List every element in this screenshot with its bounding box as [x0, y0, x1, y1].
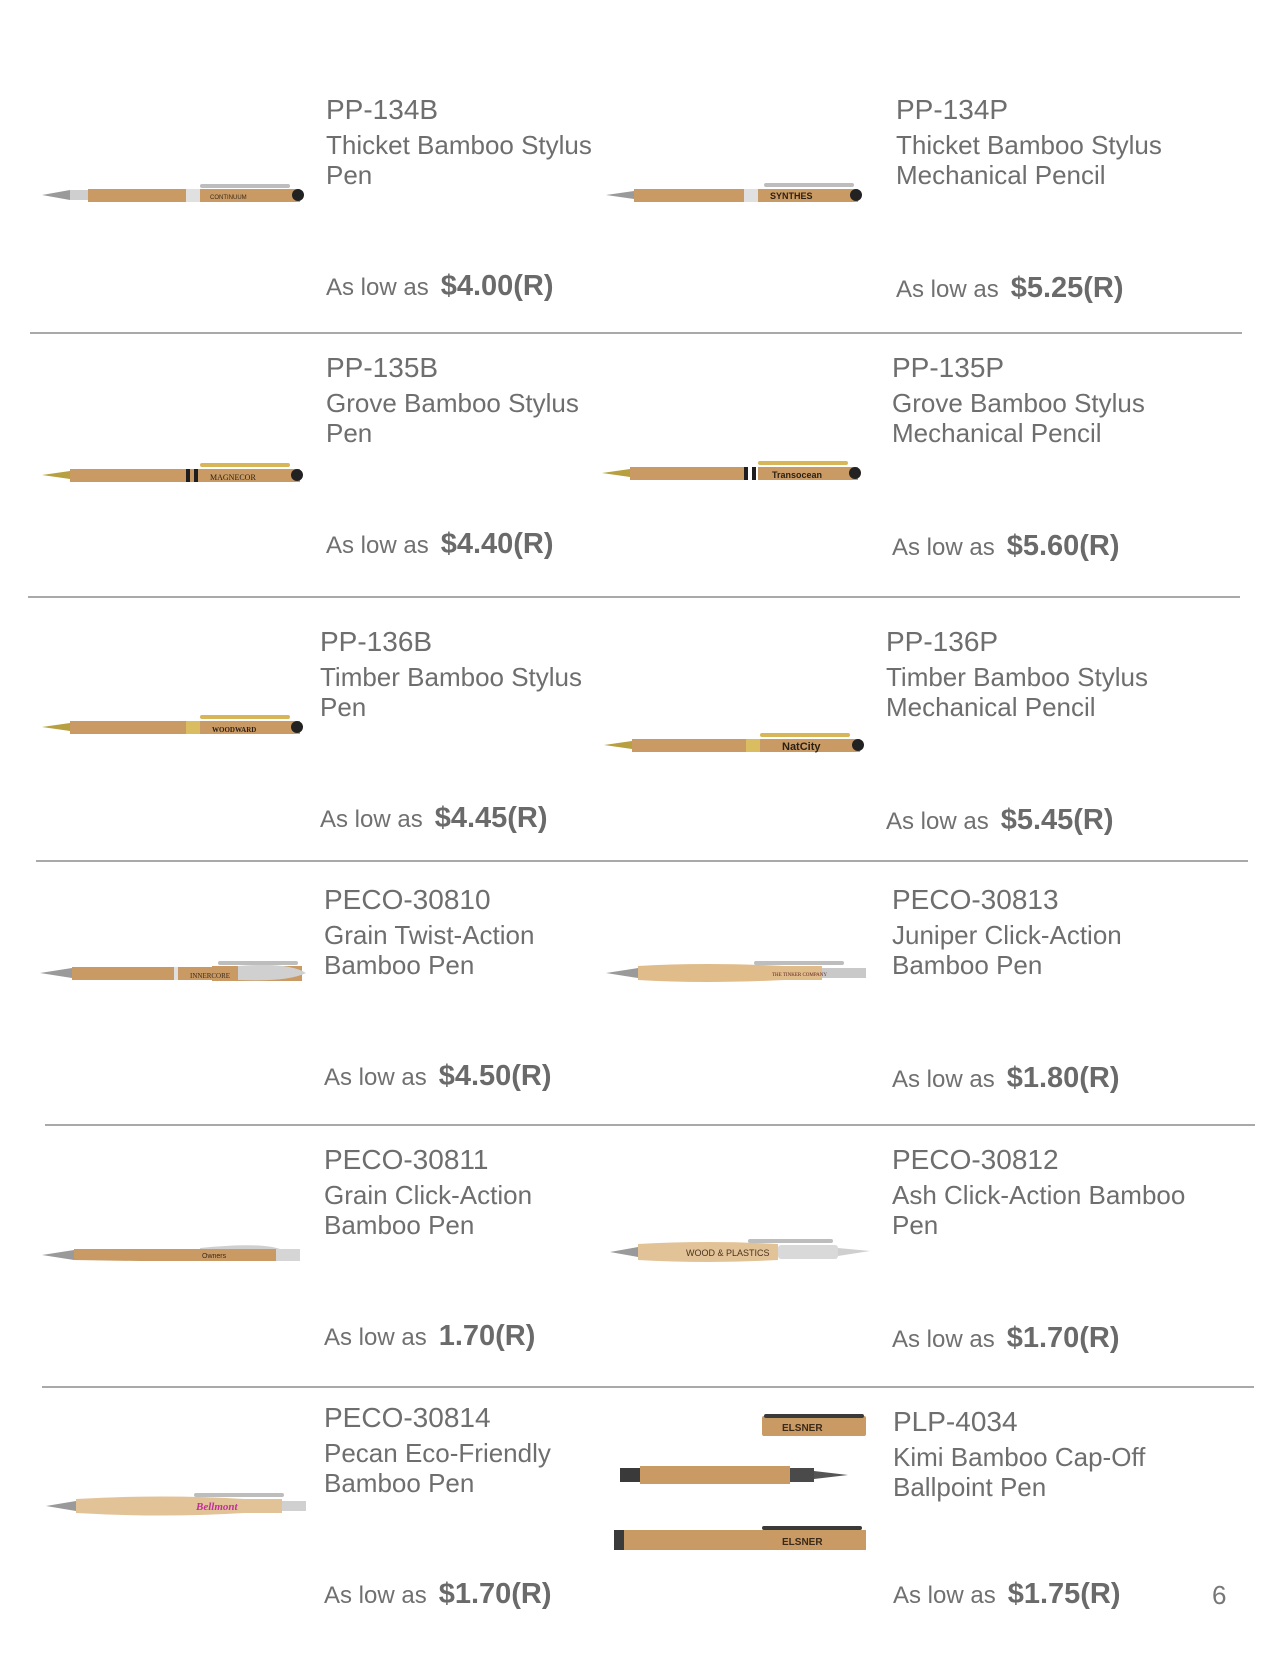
- product-name: Grain Twist-Action Bamboo Pen: [324, 920, 535, 980]
- product-price: [320, 800, 548, 838]
- row-divider: [30, 332, 1242, 334]
- pen-imprint: Owners: [202, 1253, 227, 1260]
- pencil-image: [602, 730, 872, 760]
- product-name: Thicket Bamboo Stylus Mechanical Pencil: [896, 130, 1162, 190]
- product-price: [892, 1060, 1120, 1098]
- pen-image: [612, 1522, 882, 1554]
- product-price: [324, 1576, 552, 1614]
- product-price: [324, 1318, 535, 1356]
- price-value: $1.70(R): [438, 1578, 552, 1610]
- product-sku: PECO-30811: [324, 1144, 489, 1175]
- price-value: $1.75(R): [1007, 1578, 1121, 1610]
- product-price: [893, 1576, 1121, 1614]
- pen-image: [40, 180, 310, 210]
- product-sku: PP-136B: [320, 626, 433, 657]
- product-sku: PECO-30814: [324, 1402, 491, 1433]
- product-price: [326, 526, 554, 564]
- price-label: As low as: [892, 1066, 995, 1093]
- pen-image: [612, 1412, 882, 1442]
- pen-imprint: CONTINUUM: [210, 195, 247, 201]
- price-label: As low as: [893, 1582, 996, 1609]
- product-price: [886, 802, 1114, 840]
- pen-image: [40, 712, 310, 742]
- pen-imprint: INNERCORE: [190, 972, 231, 980]
- pen-imprint: NatCity: [782, 741, 821, 753]
- product-name: Thicket Bamboo Stylus Pen: [326, 130, 592, 190]
- pen-imprint: ELSNER: [782, 1537, 823, 1548]
- product-name: Timber Bamboo Stylus Mechanical Pencil: [886, 662, 1149, 722]
- price-value: $5.25(R): [1010, 272, 1124, 304]
- price-value: $5.60(R): [1006, 530, 1120, 562]
- pencil-image: [600, 458, 870, 488]
- price-label: As low as: [326, 532, 429, 559]
- row-divider: [42, 1386, 1254, 1388]
- price-value: $1.80(R): [1006, 1062, 1120, 1094]
- pen-imprint: Bellmont: [196, 1501, 238, 1513]
- product-sku: PP-134B: [326, 94, 439, 125]
- product-name: Grove Bamboo Stylus Mechanical Pencil: [892, 388, 1145, 448]
- price-value: $4.45(R): [434, 802, 548, 834]
- product-name: Grain Click-Action Bamboo Pen: [324, 1180, 533, 1240]
- price-label: As low as: [324, 1324, 427, 1351]
- product-name: Pecan Eco-Friendly Bamboo Pen: [324, 1438, 551, 1498]
- price-label: As low as: [326, 274, 429, 301]
- page-number: 6: [1212, 1580, 1227, 1610]
- product-sku: PECO-30813: [892, 884, 1059, 915]
- price-value: 1.70(R): [438, 1320, 536, 1352]
- pen-image: [608, 1236, 878, 1268]
- price-label: As low as: [320, 806, 423, 833]
- product-price: [324, 1058, 552, 1096]
- product-sku: PP-135P: [892, 352, 1005, 383]
- pen-imprint: MAGNECOR: [210, 473, 256, 482]
- price-label: As low as: [892, 534, 995, 561]
- product-name: Juniper Click-Action Bamboo Pen: [892, 920, 1122, 980]
- price-value: $1.70(R): [1006, 1322, 1120, 1354]
- pen-image: [604, 958, 874, 988]
- price-label: As low as: [324, 1582, 427, 1609]
- product-sku: PLP-4034: [893, 1406, 1018, 1437]
- price-value: $4.00(R): [440, 270, 554, 302]
- pen-image: [616, 1460, 886, 1490]
- pen-imprint: WOODWARD: [212, 726, 257, 734]
- product-name: Ash Click-Action Bamboo Pen: [892, 1180, 1186, 1240]
- pen-image: [40, 460, 310, 490]
- price-value: $5.45(R): [1000, 804, 1114, 836]
- product-price: [896, 270, 1124, 308]
- row-divider: [36, 860, 1248, 862]
- price-label: As low as: [886, 808, 989, 835]
- pen-imprint: SYNTHES: [770, 191, 813, 201]
- pen-imprint: Transocean: [772, 470, 823, 480]
- product-sku: PP-134P: [896, 94, 1009, 125]
- pencil-image: [604, 180, 874, 210]
- product-price: [326, 268, 554, 306]
- pen-image: [40, 1240, 310, 1270]
- product-price: [892, 1320, 1120, 1358]
- price-label: As low as: [896, 276, 999, 303]
- product-name: Grove Bamboo Stylus Pen: [326, 388, 579, 448]
- pen-image: [38, 958, 318, 988]
- price-value: $4.40(R): [440, 528, 554, 560]
- product-name: Timber Bamboo Stylus Pen: [320, 662, 583, 722]
- row-divider: [28, 596, 1240, 598]
- price-label: As low as: [324, 1064, 427, 1091]
- product-sku: PECO-30810: [324, 884, 491, 915]
- product-price: [892, 528, 1120, 566]
- pen-image: [44, 1490, 314, 1522]
- price-label: As low as: [892, 1326, 995, 1353]
- row-divider: [45, 1124, 1255, 1126]
- product-sku: PP-136P: [886, 626, 999, 657]
- pen-imprint: ELSNER: [782, 1423, 823, 1434]
- product-sku: PP-135B: [326, 352, 439, 383]
- product-sku: PECO-30812: [892, 1144, 1059, 1175]
- pen-imprint: THE TINKER COMPANY: [772, 973, 828, 978]
- pen-imprint: WOOD & PLASTICS: [686, 1248, 770, 1258]
- product-name: Kimi Bamboo Cap-Off Ballpoint Pen: [893, 1442, 1146, 1502]
- price-value: $4.50(R): [438, 1060, 552, 1092]
